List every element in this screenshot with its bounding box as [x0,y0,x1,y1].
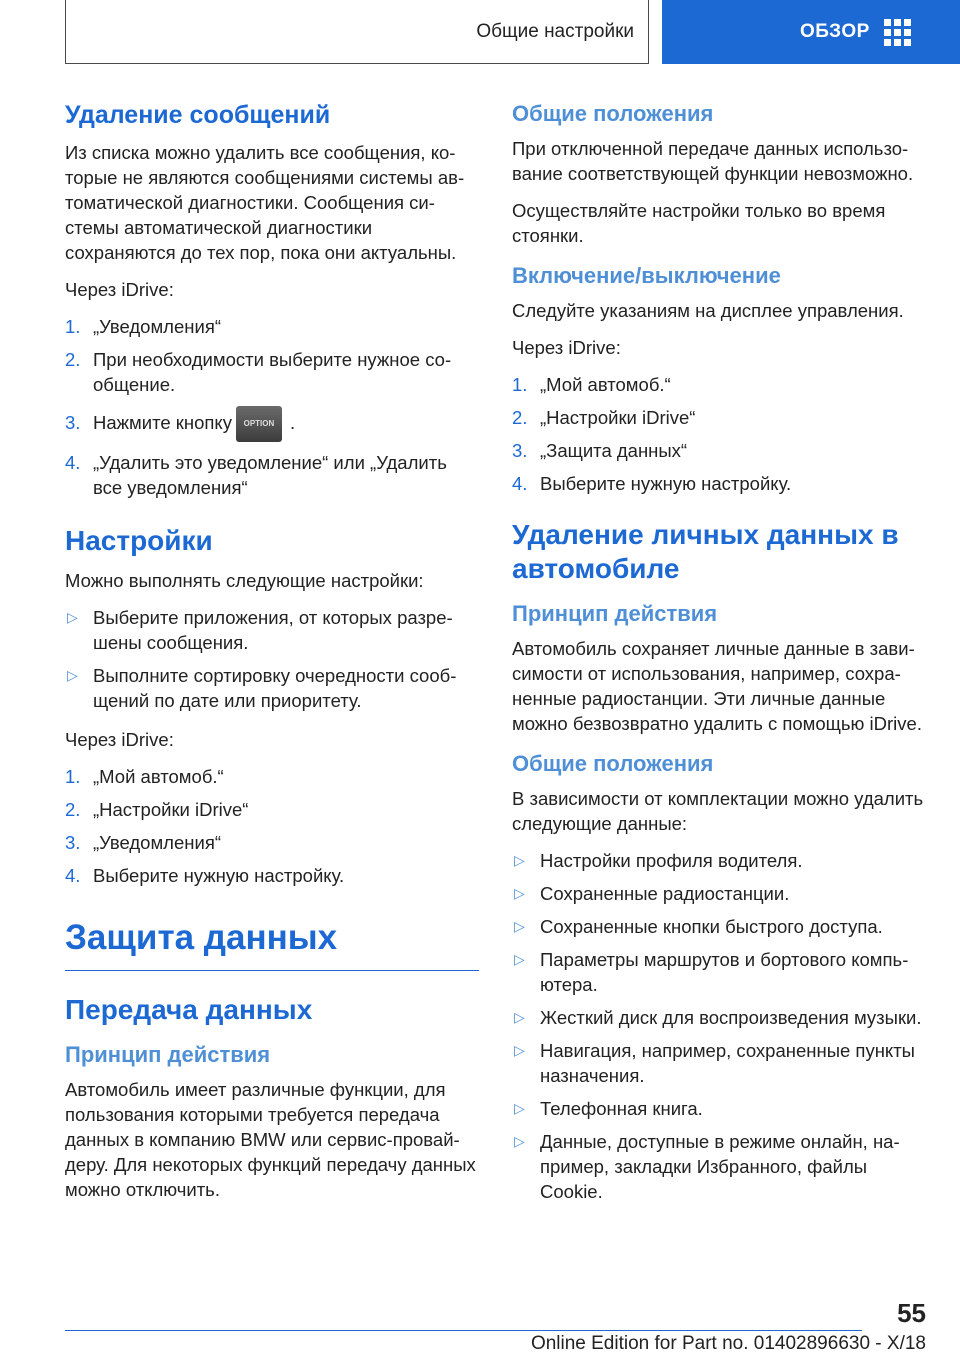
option-button-icon: OPTION [236,406,282,442]
step-text: Выберите нужную настройку. [93,865,345,887]
step-number: 4. [65,865,81,887]
steps-list [65,314,479,500]
bullet-text: Телефонная книга. [540,1098,703,1119]
bullet-text: Параметры маршрутов и бортового компьютера. [540,949,909,995]
step-text: „Уведомления“ [93,832,221,854]
header-section-title [65,0,649,64]
step-number: 2. [65,799,81,821]
list-item [512,914,926,939]
step-text: „Настройки iDrive“ [93,799,249,821]
step-text: Выберите нужную настройку. [540,473,792,494]
subheading-principle: Принцип действия [512,601,718,626]
step-number: 2. [65,349,81,370]
bullet-text: Навигация, например, сохраненные пункты назначения. [540,1040,915,1086]
list-item [512,405,926,430]
bullet-text: Настройки профиля водителя. [540,850,803,871]
edition-footer: Online Edition for Part no. 01402896630 - X/18 [530,1333,926,1354]
step-text: „Мой автомоб.“ [93,766,224,788]
list-item [512,1096,926,1121]
subheading-general: Общие положения [512,751,714,776]
step-number: 1. [65,316,81,337]
left-column [65,100,479,1214]
overview-nav-button[interactable] [662,0,960,64]
step-text: „Удалить это уведомление“ или „Удалить все уведомления“ [93,452,447,499]
step-text-end: . [289,412,296,433]
step-number: 4. [512,473,528,494]
list-item [512,1038,926,1088]
bullet-text: Выберите приложения, от которых разрешены сообщения. [93,607,453,654]
step-number: 1. [512,374,528,395]
subheading-on-off: Включение/выключение [512,263,781,288]
step-number: 3. [65,832,81,854]
list-item [512,881,926,906]
footer-divider [65,1330,862,1331]
paragraph: Автомобиль сохраняет личные данные в зависимости от использования, например, сохраненные радиостанции. Эти личные данные можно безвозвратно удалить с помощью iDrive. [512,638,922,734]
step-text: Нажмите кнопку [93,412,232,433]
bullet-list [512,848,926,1204]
list-item [65,450,479,500]
bullet-text: Сохраненные кнопки быстрого доступа. [540,916,883,937]
heading-settings: Настройки [65,525,213,557]
triangle-bullet-icon: ▷ [514,852,525,868]
heading-delete-personal-data: Удаление личных данных в автомобиле [512,519,899,584]
triangle-bullet-icon: ▷ [67,609,78,626]
list-item [65,663,479,713]
triangle-bullet-icon: ▷ [514,1009,525,1025]
paragraph: Через iDrive: [65,729,174,751]
nav-label: ОБЗОР [800,21,870,42]
step-number: 3. [512,440,528,461]
paragraph: Следуйте указаниям на дисплее управления. [512,300,904,321]
paragraph: Через iDrive: [512,337,621,358]
paragraph: Из списка можно удалить все сообщения, которые не являются сообщениями системы автоматической диагностики. Сообщения системы автоматической диагностики сохраняются до тех пор, пока они актуальны. [65,142,465,263]
bullet-text: Данные, доступные в режиме онлайн, например, закладки Избранного, файлы Cookie. [540,1131,900,1202]
bullet-list [65,605,479,713]
paragraph: Можно выполнять следующие настройки: [65,570,424,592]
step-number: 2. [512,407,528,428]
step-text: „Мой автомоб.“ [540,374,671,395]
list-item [512,471,926,496]
triangle-bullet-icon: ▷ [514,1042,525,1058]
paragraph: Автомобиль имеет различные функции, для пользования которыми требуется передача данных в компанию BMW или сервис-провайдеру. Для некоторых функций передачу данных можно отключить. [65,1079,476,1201]
list-item [512,848,926,873]
list-item [512,438,926,463]
list-item [65,863,479,888]
step-number: 3. [65,412,81,433]
list-item [65,830,479,855]
list-item [512,1005,926,1030]
step-text: „Уведомления“ [93,316,221,337]
step-number: 1. [65,766,81,788]
list-item [65,405,479,442]
bullet-text: Сохраненные радиостанции. [540,883,790,904]
step-text: „Настройки iDrive“ [540,407,696,428]
triangle-bullet-icon: ▷ [514,1100,525,1116]
page-number: 55 [897,1298,926,1328]
chapter-title-data-protection: Защита данных [65,918,479,971]
steps-list [65,764,479,888]
paragraph: Осуществляйте настройки только во время стоянки. [512,200,886,246]
step-number: 4. [65,452,81,474]
list-item [65,347,479,397]
paragraph: В зависимости от комплектации можно удалить следующие данные: [512,788,924,834]
triangle-bullet-icon: ▷ [514,885,525,901]
heading-delete-messages: Удаление сообщений [65,101,331,129]
list-item [65,605,479,655]
triangle-bullet-icon: ▷ [514,951,525,967]
paragraph: При отключенной передаче данных использование соответствующей функции невозможно. [512,138,914,184]
list-item [65,797,479,822]
heading-data-transfer: Передача данных [65,994,313,1026]
triangle-bullet-icon: ▷ [514,1133,525,1149]
triangle-bullet-icon: ▷ [67,667,78,684]
list-item [512,947,926,997]
list-item [512,372,926,397]
right-column [512,100,926,1218]
bullet-text: Жесткий диск для воспроизведения музыки. [540,1007,922,1028]
subheading-general: Общие положения [512,101,714,126]
list-item [65,764,479,789]
bullet-text: Выполните сортировку очередности сообщений по дате или приоритету. [93,665,457,712]
grid-icon [884,19,911,46]
paragraph: Через iDrive: [65,279,174,300]
list-item [512,1129,926,1204]
steps-list [512,372,926,496]
step-text: При необходимости выберите нужное сообщение. [93,349,452,395]
section-title: Общие настройки [476,20,634,42]
step-text: „Защита данных“ [540,440,688,461]
triangle-bullet-icon: ▷ [514,918,525,934]
list-item [65,314,479,339]
subheading-principle: Принцип действия [65,1042,271,1068]
